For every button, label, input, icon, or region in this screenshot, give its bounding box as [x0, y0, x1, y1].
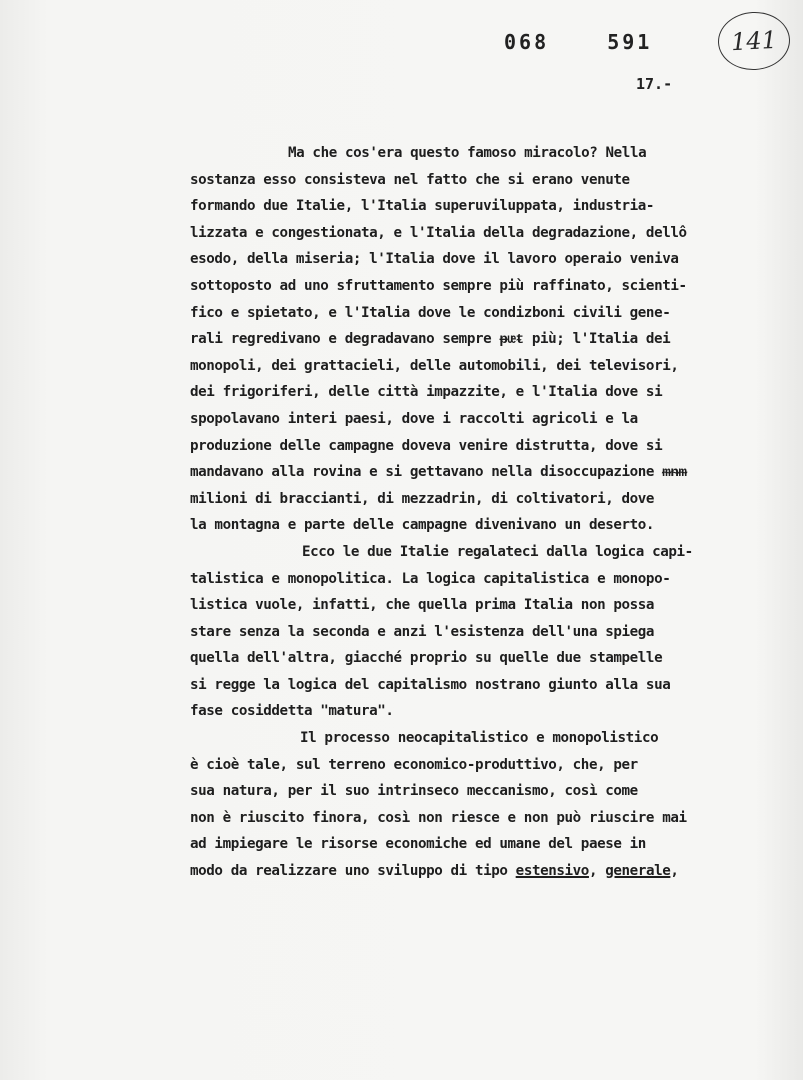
text-line-last: [190, 858, 800, 885]
text-line: lizzata e congestionata, e l'Italia della degradazione, dellô: [190, 224, 687, 241]
page-number: 17.-: [636, 75, 673, 93]
last-line-prefix: modo da realizzare uno sviluppo di tipo: [190, 863, 516, 880]
archive-number: 068 591: [504, 30, 653, 54]
text-line: sottoposto ad uno sfruttamento sempre più raffinato, scienti-: [190, 277, 687, 294]
last-line-separator: ,: [588, 863, 606, 880]
text-line: ad impiegare le risorse economiche ed umane del paese in: [190, 836, 646, 853]
text-line: è cioè tale, sul terreno economico-produttivo, che, per: [190, 756, 638, 773]
text-line: listica vuole, infatti, che quella prima Italia non possa: [190, 597, 655, 614]
text-line: la montagna e parte delle campagne divenivano un deserto.: [190, 517, 655, 534]
text-line: mandavano alla rovina e si gettavano nella disoccupazione ᵯᵰᵯ: [190, 464, 687, 481]
text-line: spopolavano interi paesi, dove i raccolti agricoli e la: [190, 410, 638, 427]
text-line: produzione delle campagne doveva venire distrutta, dove si: [190, 437, 663, 454]
text-line: Il processo neocapitalistico e monopolistico: [300, 730, 659, 747]
body-text: [190, 140, 800, 885]
text-line: milioni di braccianti, di mezzadrin, di coltivatori, dove: [190, 490, 655, 507]
folio-stamp: 141: [717, 10, 792, 72]
text-line: monopoli, dei grattacieli, delle automobili, dei televisori,: [190, 357, 679, 374]
underlined-word-estensivo: estensivo: [515, 863, 589, 880]
text-line: fico e spietato, e l'Italia dove le condizboni civili gene-: [190, 304, 671, 321]
text-line: quella dell'altra, giacché proprio su quelle due stampelle: [190, 650, 663, 667]
text-line: stare senza la seconda e anzi l'esistenza dell'una spiega: [190, 623, 655, 640]
text-line: Ma che cos'era questo famoso miracolo? Nella: [288, 145, 647, 161]
text-line: fase cosiddetta "matura".: [190, 703, 394, 720]
text-line: esodo, della miseria; l'Italia dove il lavoro operaio veniva: [190, 251, 679, 268]
text-line: Ecco le due Italie regalateci dalla logica capi-: [302, 543, 693, 560]
text-line: dei frigoriferi, delle città impazzite, e l'Italia dove si: [190, 384, 663, 401]
underlined-word-generale: generale: [605, 863, 671, 880]
text-line: non è riuscito finora, così non riesce e non può riuscire mai: [190, 809, 687, 826]
text-line: formando due Italie, l'Italia superuviluppata, industria-: [190, 198, 655, 215]
text-line: rali regredivano e degradavano sempre ᵽᵫᵵ più; l'Italia dei: [190, 331, 671, 348]
text-line: si regge la logica del capitalismo nostrano giunto alla sua: [190, 676, 671, 693]
text-line: sostanza esso consisteva nel fatto che si erano venute: [190, 171, 630, 188]
text-line: sua natura, per il suo intrinseco meccanismo, così come: [190, 783, 638, 800]
text-line: talistica e monopolitica. La logica capitalistica e monopo-: [190, 570, 671, 587]
last-line-suffix: ,: [670, 863, 679, 880]
